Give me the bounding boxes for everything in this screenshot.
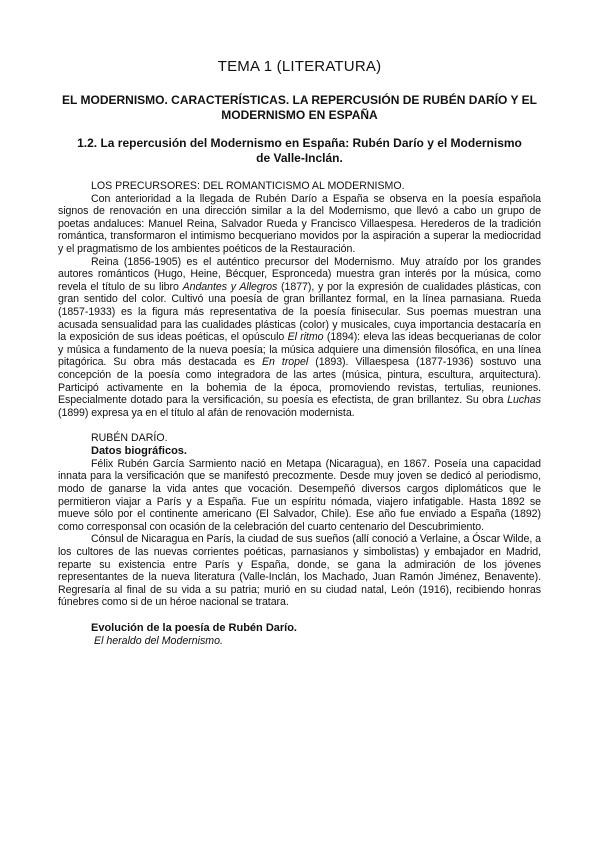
- dario-heading: RUBÉN DARÍO.: [91, 432, 168, 445]
- evolution-subheading: El heraldo del Modernismo.: [94, 635, 223, 647]
- spacer: [58, 609, 541, 622]
- book-title: Luchas: [507, 394, 541, 407]
- text-run: (1877), y por la expresión de cualidades plásticas, con gran sentido del color. Cultivó una poesía de gran brillantez formal, en la línea parnasiana. Rueda (1857-1933) es la figura más representativa de la poesía finisecular. Sus poemas muestran una acusada sensualidad para las cualidades plásticas (color) y musicales, cuya importancia destacaría en la exposición de sus ideas poéticas, el opúsculo: [58, 280, 541, 344]
- bio-heading: Datos biográficos.: [91, 444, 187, 457]
- document-subtitle: EL MODERNISMO. CARACTERÍSTICAS. LA REPERCUSIÓN DE RUBÉN DARÍO Y EL MODERNISMO EN ESPAÑA: [62, 93, 537, 122]
- book-title: El ritmo: [287, 331, 324, 344]
- precursores-heading: LOS PRECURSORES: DEL ROMANTICISMO AL MODERNISMO.: [91, 180, 405, 192]
- book-title: En tropel: [262, 356, 309, 369]
- evolution-heading: Evolución de la poesía de Rubén Darío.: [91, 622, 297, 634]
- bio-paragraph-1: Félix Rubén García Sarmiento nació en Metapa (Nicaragua), en 1867. Poseía una capacidad innata para la versificación que se manifestó precozmente. Desde muy joven se dedicó al periodismo, modo de ganarse la vida antes que vocación. Desempeñó diversos cargos diplomáticos que le permitieron viajar a París y a España. Fue un espíritu nómada, viajero infatigable. Hasta 1892 se mueve sólo por el continente americano (El Salvador, Chile). Ese año fue enviado a España (1892) como corresponsal con ocasión de la celebración del cuarto centenario del Descubrimiento.: [58, 457, 541, 533]
- bio-paragraph-2: Cónsul de Nicaragua en París, la ciudad de sus sueños (allí conoció a Verlaine, a Óscar Wilde, a los cultores de las nuevas corrientes poéticas, parnasianos y simbolistas) y embajador en Madrid, reparte su existencia entre París y España, donde, se gana la admiración de los jóvenes representantes de la nueva literatura (Valle-Inclán, los Machado, Juan Ramón Jiménez, Benavente). Regresaría al final de su vida a su patria; murió en su ciudad natal, León (1916), recibiendo honras fúnebres como si de un héroe nacional se tratara.: [58, 533, 541, 609]
- precursores-paragraph-2: [58, 256, 541, 420]
- spacer: [58, 419, 541, 432]
- book-title: Andantes y Allegros: [182, 280, 278, 293]
- text-run: (1899) expresa ya en el título al afán de renovación modernista.: [58, 406, 355, 419]
- text-run: (1894): eleva las ideas becquerianas de color y música a fundamento de la nueva poesía; la música adquiere una dimensión filosófica, en una línea pitagórica. Su obra más destacada es: [58, 331, 542, 369]
- document-page: [58, 52, 541, 648]
- text-run: (1893). Villaespesa (1877-1936) sostuvo una concepción de la poesía como integradora de las artes (música, pintura, escultura, arquitectura). Participó activamente en la bohemia de la época, promoviendo revistas, tertulias, reuniones. Especialmente dotado para la versificación, su poesía es efectista, de gran brillantez. Su obra: [58, 356, 541, 407]
- document-title: TEMA 1 (LITERATURA): [217, 58, 382, 75]
- precursores-paragraph-1: Con anterioridad a la llegada de Rubén Darío a España se observa en la poesía española signos de renovación en una dirección similar a la del Modernismo, que llevó a cabo un grupo de poetas andaluces: Manuel Reina, Salvador Rueda y Francisco Villaespesa. Herederos de la tradición romántica, transformaron el intimismo becqueriano movidos por la aspiración a superar la mediocridad y el pragmatismo de los ambientes poéticos de la Restauración.: [58, 192, 541, 255]
- section-title: 1.2. La repercusión del Modernismo en España: Rubén Darío y el Modernismo de Valle-Inclán.: [77, 136, 522, 165]
- text-run: Reina (1856-1905) es el auténtico precursor del Modernismo. Muy atraído por los grandes autores románticos (Hugo, Heine, Bécquer, Espronceda) muestra gran interés por la música, como revela el título de su libro: [58, 255, 541, 293]
